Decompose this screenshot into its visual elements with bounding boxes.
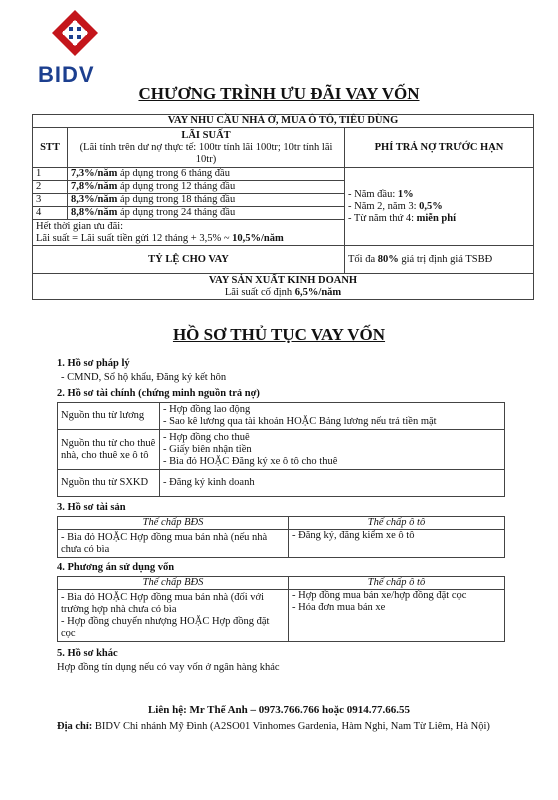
ltv-post: giá trị định giá TSBĐ <box>398 253 493 265</box>
ltv-value-cell <box>345 246 534 274</box>
fee-label: - Từ năm thứ 4: <box>348 212 417 224</box>
property-usage-docs <box>58 590 289 642</box>
fee-line <box>348 201 530 213</box>
fee-label: - Năm đầu: <box>348 188 398 200</box>
after-promo-line2 <box>36 233 341 245</box>
fee-line <box>348 213 530 225</box>
rate-header-note: (Lãi tính trên dư nợ thực tế: 100tr tính lãi 100tr; 10tr tính lãi 10tr) <box>79 141 333 165</box>
doc-item: - Bìa đỏ HOẶC Hợp đồng mua bán nhà (đối với trường hợp nhà chưa có bìa <box>61 591 264 615</box>
stt-cell: 1 <box>33 168 68 181</box>
doc-item: - Sao kê lương qua tài khoản HOẶC Bảng lương nếu trả tiền mặt <box>163 416 437 427</box>
after-promo-line1: Hết thời gian ưu đãi: <box>36 220 124 232</box>
financial-table <box>57 402 505 497</box>
section-heading: 4. Phương án sử dụng vốn <box>57 562 175 573</box>
bidv-logo <box>38 8 116 88</box>
col-header-property: Thế chấp BĐS <box>58 517 289 530</box>
rate-text: áp dụng trong 12 tháng đầu <box>117 181 236 192</box>
section-text: Hợp đồng tín dụng nếu có vay vốn ở ngân hàng khác <box>57 662 280 673</box>
business-loan-rate-line <box>36 287 530 299</box>
fee-label: - Năm 2, năm 3: <box>348 200 420 212</box>
rate-cell <box>68 207 345 220</box>
income-docs <box>160 403 505 430</box>
address-text: BIDV Chi nhánh Mỹ Đình (A2SO01 Vinhomes Gardenia, Hàm Nghi, Nam Từ Liêm, Hà Nội) <box>92 721 490 732</box>
bidv-logo-icon <box>50 8 100 58</box>
contact-line: Liên hệ: Mr Thế Anh – 0973.766.766 hoặc 0914.77.66.55 <box>147 704 411 716</box>
doc-item: - Hợp đồng mua bán xe/hợp đồng đặt cọc <box>292 590 467 601</box>
page-title: CHƯƠNG TRÌNH ƯU ĐÃI VAY VỐN <box>138 84 420 103</box>
rate-text: áp dụng trong 18 tháng đầu <box>117 194 236 205</box>
fee-value: miễn phí <box>416 212 457 224</box>
car-usage-docs <box>289 590 505 642</box>
income-docs <box>160 430 505 470</box>
col-header-stt: STT <box>33 128 68 168</box>
income-docs <box>160 470 505 497</box>
col-header-car: Thế chấp ô tô <box>289 517 505 530</box>
business-loan-cell <box>33 274 534 300</box>
car-docs: - Đăng ký, đăng kiểm xe ô tô <box>289 530 505 558</box>
prepayment-fee-cell <box>345 168 534 246</box>
rate-value: 8,3%/năm <box>71 194 118 205</box>
income-source: Nguồn thu từ cho thuê nhà, cho thuê xe ô tô <box>58 430 160 470</box>
ltv-pre: Tối đa <box>348 253 378 265</box>
after-promo-cell <box>33 220 345 246</box>
after-promo-formula: Lãi suất = Lãi suất tiền gửi 12 tháng + 3,5% ~ <box>36 232 233 244</box>
col-header-property: Thế chấp BĐS <box>58 577 289 590</box>
rate-value: 7,3%/năm <box>71 168 118 179</box>
section-legal <box>57 358 226 383</box>
fee-value: 0,5% <box>419 200 443 212</box>
doc-item: - Hợp đồng chuyển nhượng HOẶC Hợp đồng đặt cọc <box>61 615 270 639</box>
rate-cell <box>68 168 345 181</box>
address <box>57 720 497 734</box>
logo-text: BIDV <box>38 62 95 87</box>
rate-text: áp dụng trong 6 tháng đầu <box>117 168 230 179</box>
address-label: Địa chỉ: <box>57 721 93 732</box>
section-heading: 1. Hồ sơ pháp lý <box>57 358 130 369</box>
rate-header-label: LÃI SUẤT <box>181 129 231 141</box>
doc-item: - Hợp đồng cho thuê <box>163 431 250 443</box>
ltv-value: 80% <box>377 253 399 265</box>
after-promo-rate: 10,5%/năm <box>232 232 284 244</box>
section-title-consumer: VAY NHU CẦU NHÀ Ở, MUA Ô TÔ, TIÊU DÙNG <box>33 115 534 128</box>
usage-table <box>57 576 505 642</box>
section-assets-heading <box>57 502 126 513</box>
ltv-label: TỶ LỆ CHO VAY <box>33 246 345 274</box>
doc-item: - Đăng ký kinh doanh <box>163 477 255 488</box>
section-other <box>57 648 280 673</box>
col-header-rate <box>68 128 345 168</box>
rate-cell <box>68 194 345 207</box>
stt-cell: 2 <box>33 181 68 194</box>
rate-value: 7,8%/năm <box>71 181 118 192</box>
section-heading: 3. Hồ sơ tài sản <box>57 502 126 513</box>
doc-item: - Hóa đơn mua bán xe <box>292 602 386 613</box>
loan-rate-table <box>32 114 534 300</box>
rate-value: 8,8%/năm <box>71 207 118 218</box>
business-loan-title: VAY SẢN XUẤT KINH DOANH <box>208 274 358 286</box>
doc-item: - Hợp đồng lao động <box>163 404 251 415</box>
section-heading: 2. Hồ sơ tài chính (chứng minh nguồn trả nợ) <box>57 388 260 399</box>
property-docs: - Bìa đỏ HOẶC Hợp đồng mua bán nhà (nếu nhà chưa có bìa <box>58 530 289 558</box>
stt-cell: 3 <box>33 194 68 207</box>
business-rate-value: 6,5%/năm <box>294 286 342 298</box>
fee-value: 1% <box>397 188 414 200</box>
section-text: - CMND, Sổ hộ khẩu, Đăng ký kết hôn <box>61 372 227 383</box>
section-financial-heading <box>57 388 260 399</box>
doc-item: - Giấy biên nhận tiền <box>163 443 252 455</box>
rate-cell <box>68 181 345 194</box>
doc-item: - Bìa đỏ HOẶC Đăng ký xe ô tô cho thuê <box>163 455 338 467</box>
section-title-documents: HỒ SƠ THỦ TỤC VAY VỐN <box>172 325 386 344</box>
col-header-fee: PHÍ TRẢ NỢ TRƯỚC HẠN <box>345 128 534 168</box>
rate-text: áp dụng trong 24 tháng đầu <box>117 207 236 218</box>
section-usage-heading <box>57 562 174 573</box>
business-rate-pre: Lãi suất cố định <box>224 286 295 298</box>
fee-line <box>348 189 530 201</box>
section-heading: 5. Hồ sơ khác <box>57 648 118 659</box>
assets-table <box>57 516 505 558</box>
col-header-car: Thế chấp ô tô <box>289 577 505 590</box>
stt-cell: 4 <box>33 207 68 220</box>
income-source: Nguồn thu từ lương <box>58 403 160 430</box>
income-source: Nguồn thu từ SXKD <box>58 470 160 497</box>
